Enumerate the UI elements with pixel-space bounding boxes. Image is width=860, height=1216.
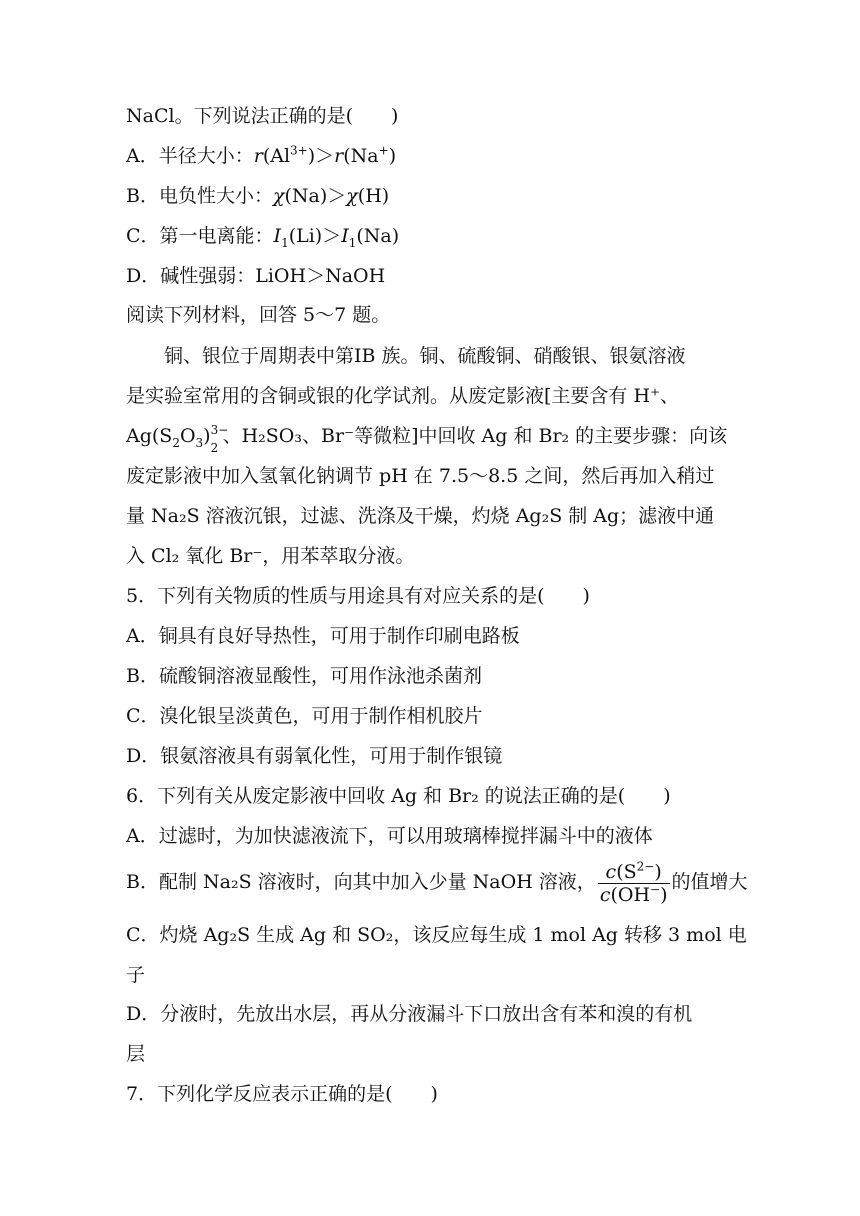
question-5-option-b: B．硫酸铜溶液显酸性，可用作泳池杀菌剂 bbox=[126, 665, 482, 687]
question-6-stem: 6．下列有关从废定影液中回收 Ag 和 Br₂ 的说法正确的是( ) bbox=[126, 785, 671, 807]
question-6-option-a: A．过滤时，为加快滤液流下，可以用玻璃棒搅拌漏斗中的液体 bbox=[126, 825, 653, 847]
question-4-stem-end: NaCl。下列说法正确的是( ) bbox=[126, 105, 399, 127]
question-6-option-d-line-1: D．分液时，先放出水层，再从分液漏斗下口放出含有苯和溴的有机 bbox=[126, 1003, 693, 1025]
material-line-2: 是实验室常用的含铜或银的化学试剂。从废定影液[主要含有 H⁺、 bbox=[126, 385, 680, 407]
material-line-1: 铜、银位于周期表中第ⅠB 族。铜、硫酸铜、硝酸银、银氨溶液 bbox=[164, 345, 686, 367]
question-5-option-c: C．溴化银呈淡黄色，可用于制作相机胶片 bbox=[126, 705, 483, 727]
question-6-option-d-line-2: 层 bbox=[126, 1043, 146, 1065]
concentration-fraction: $\frac{c(S^{2-})}{c(OH^-)}$ bbox=[599, 859, 668, 906]
question-5-option-d: D．银氨溶液具有弱氧化性，可用于制作银镜 bbox=[126, 745, 503, 767]
question-7-stem: 7．下列化学反应表示正确的是( ) bbox=[126, 1083, 438, 1105]
material-line-6: 入 Cl₂ 氧化 Br⁻，用苯萃取分液。 bbox=[126, 545, 415, 567]
reading-instruction: 阅读下列材料，回答 5～7 题。 bbox=[126, 304, 391, 326]
question-4-option-d: D．碱性强弱：LiOH＞NaOH bbox=[126, 265, 386, 287]
question-4-option-b: B．电负性大小：χ(Na)＞χ(H) bbox=[126, 185, 390, 207]
question-4-option-a: A．半径大小：$r(Al^{3+})>r(Na^+)$ bbox=[126, 143, 397, 167]
material-line-5: 量 Na₂S 溶液沉银，过滤、洗涤及干燥，灼烧 Ag₂S 制 Ag；滤液中通 bbox=[126, 505, 715, 527]
question-5-stem: 5．下列有关物质的性质与用途具有对应关系的是( ) bbox=[126, 585, 590, 607]
question-4-option-c: C．第一电离能：$I_1(Li)>I_1(Na)$ bbox=[126, 225, 400, 250]
material-line-3: $Ag(S_2O_3)$ 3− 2 、H₂SO₃、Br⁻等微粒]中回收 Ag 和 Br₂ 的主要步骤：向该 bbox=[126, 423, 728, 455]
question-6-option-b: B．配制 Na₂S 溶液时，向其中加入少量 NaOH 溶液， $\frac{c(S^{2-})}{c(OH^-)}$ 的值增大 bbox=[126, 859, 748, 906]
material-line-4: 废定影液中加入氢氧化钠调节 pH 在 7.5～8.5 之间，然后再加入稍过 bbox=[126, 465, 715, 487]
question-5-option-a: A．铜具有良好导热性，可用于制作印刷电路板 bbox=[126, 625, 520, 647]
question-6-option-c-line-1: C．灼烧 Ag₂S 生成 Ag 和 SO₂，该反应每生成 1 mol Ag 转移 3 mol 电 bbox=[126, 924, 747, 946]
question-6-option-c-line-2: 子 bbox=[126, 964, 146, 986]
